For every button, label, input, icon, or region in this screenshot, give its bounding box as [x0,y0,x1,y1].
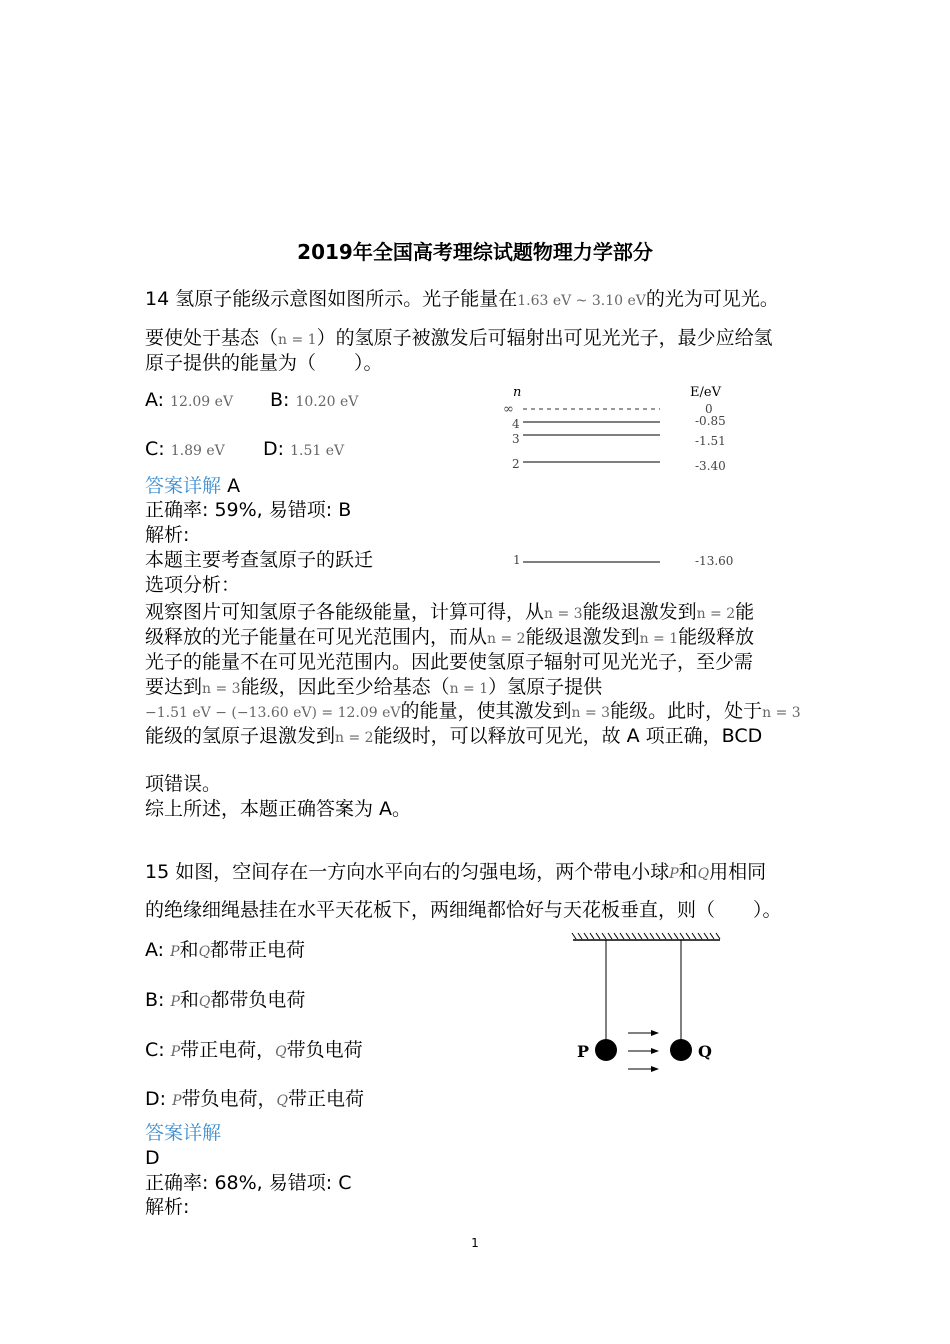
ceiling-hatching [572,933,720,939]
exp-text: 能级退激发到 [525,626,640,648]
option-math: P [170,944,180,960]
level-energy-label: -13.60 [695,554,734,568]
q14-accuracy: 正确率: 59%, 易错项: B [145,499,352,521]
exp-math: n = 1 [639,631,679,647]
exp-math: −1.51 eV − (−13.60 eV) = 12.09 eV [145,705,401,721]
q15-stem-text: 15 如图，空间存在一方向水平向右的匀强电场，两个带电小球 [145,861,670,883]
q14-stem-line-1 [145,287,779,313]
option-text: 带正电荷 [288,1088,365,1110]
q14-stem-line-3: 原子提供的能量为（ ）。 [145,352,383,374]
option-label: B: [145,989,165,1011]
q14-explanation-line-1 [145,600,754,626]
exp-text: ）氢原子提供 [488,676,603,698]
n-axis-label: n [513,385,522,400]
q14-stem-text: 的光为可见光。 [645,288,779,310]
option-math: P [170,1044,181,1060]
level-n-label: 2 [512,457,520,471]
q15-stem-text: 和 [678,861,698,883]
option-math: Q [198,994,211,1010]
q14-explanation-line-4 [145,675,602,701]
q14-option-d[interactable] [263,438,344,460]
exp-math: n = 3 [571,705,611,721]
q14-stem-text: ）的氢原子被激发后可辐射出可见光光子，最少应给氢 [316,327,773,349]
charged-spheres-diagram [568,930,728,1080]
exp-math: n = 3 [762,705,801,721]
exp-text: 级释放的光子能量在可见光范围内，而从 [145,626,488,648]
q14-stem-line-2 [145,326,773,352]
exp-text: 能级退激发到 [582,601,697,623]
exp-text: 观察图片可知氢原子各能级能量，计算可得，从 [145,601,545,623]
option-value: 1.51 eV [290,443,345,459]
energy-axis-label: E/eV [690,385,721,400]
page-number: 1 [471,1236,479,1250]
exp-text: 的能量，使其激发到 [400,700,572,722]
option-math: Q [275,1044,287,1060]
q15-math: P [669,866,679,882]
q15-answer: D [145,1147,160,1169]
exp-text: 能级时，可以释放可见光，故 A 项正确，BCD [373,725,763,747]
q14-option-c[interactable] [145,438,225,460]
q14-stem-text: 14 氢原子能级示意图如图所示。光子能量在 [145,288,518,310]
option-label: C: [145,1039,165,1061]
q15-stem-line-1 [145,860,766,886]
q15-analysis-label: 解析: [145,1196,190,1218]
option-label: B: [270,389,290,411]
q14-stem-text: 要使处于基态（ [145,327,279,349]
option-label: D: [145,1088,167,1110]
energy-level-diagram [495,380,755,580]
answer-detail-label: 答案详解 [145,475,222,497]
label-p: P [577,1042,590,1061]
q14-conclusion: 综上所述，本题正确答案为 A。 [145,798,412,820]
level-energy-label: -3.40 [695,459,726,473]
option-text: 和 [179,939,199,961]
q15-option-b[interactable] [145,985,305,1012]
q15-stem-text: 用相同 [709,861,767,883]
option-text: 带负电荷， [181,1088,277,1110]
option-label: A: [145,389,165,411]
option-math: Q [276,1093,289,1109]
exp-text: 能级释放 [678,626,755,648]
q14-analysis-label: 解析: [145,524,190,546]
option-label: D: [263,438,285,460]
q14-explanation-line-5 [145,699,801,725]
q14-option-a[interactable] [145,389,233,411]
q15-accuracy: 正确率: 68%, 易错项: C [145,1172,352,1194]
sphere-q [670,1039,692,1061]
q14-explanation-line-6 [145,724,762,750]
q14-explanation-line-3: 光子的能量不在可见光范围内。因此要使氢原子辐射可见光光子，至少需 [145,651,754,673]
q14-answer-detail-link[interactable] [145,474,240,498]
option-text: 带正电荷， [180,1039,276,1061]
exp-math: n = 3 [544,606,583,622]
exp-text: 要达到 [145,676,203,698]
level-energy-label: -0.85 [695,414,726,428]
q15-stem-line-2: 的绝缘细绳悬挂在水平天花板下，两细绳都恰好与天花板垂直，则（ ）。 [145,899,782,921]
q15-math: Q [697,866,710,882]
option-value: 12.09 eV [170,394,234,410]
q14-math: n = 1 [278,332,317,348]
q14-energy-range: 1.63 eV ~ 3.10 eV [517,293,646,309]
option-math: Q [198,944,211,960]
exp-text: 能级，因此至少给基态（ [240,676,450,698]
exp-math: n = 2 [335,730,374,746]
q15-option-a[interactable] [145,935,305,962]
exp-text: 能级。此时，处于 [610,700,763,722]
q15-answer-detail-link[interactable]: 答案详解 [145,1122,222,1144]
q14-summary: 本题主要考查氢原子的跃迁 [145,549,374,571]
page-title: 2019年全国高考理综试题物理力学部分 [297,240,653,264]
q14-option-analysis-label: 选项分析： [145,574,241,596]
exp-math: n = 2 [487,631,526,647]
exp-math: n = 2 [696,606,736,622]
option-math: P [170,994,180,1010]
q14-option-b[interactable] [270,389,358,411]
option-text: 都带负电荷 [210,989,306,1011]
option-value: 10.20 eV [295,394,359,410]
option-value: 1.89 eV [170,443,225,459]
level-n-label: 3 [512,432,520,446]
option-text: 都带正电荷 [210,939,306,961]
q14-answer: A [227,475,241,497]
option-text: 带负电荷 [286,1039,363,1061]
level-energy-label: 0 [705,402,713,416]
option-label: C: [145,438,165,460]
option-math: P [172,1093,182,1109]
level-n-label: 1 [513,553,521,567]
level-n-label: ∞ [503,402,514,417]
q15-option-d[interactable] [145,1084,364,1111]
sphere-p [595,1039,617,1061]
option-text: 和 [179,989,199,1011]
exp-math: n = 3 [202,681,241,697]
option-label: A: [145,939,165,961]
label-q: Q [698,1042,712,1061]
level-n-label: 4 [512,417,520,431]
q15-option-c[interactable] [145,1035,363,1062]
q14-explanation-line-2 [145,625,754,651]
exp-math: n = 1 [449,681,489,697]
exp-text: 能 [735,601,755,623]
level-energy-label: -1.51 [695,434,726,448]
exp-text: 能级的氢原子退激发到 [145,725,336,747]
q14-explanation-line-7: 项错误。 [145,773,222,795]
